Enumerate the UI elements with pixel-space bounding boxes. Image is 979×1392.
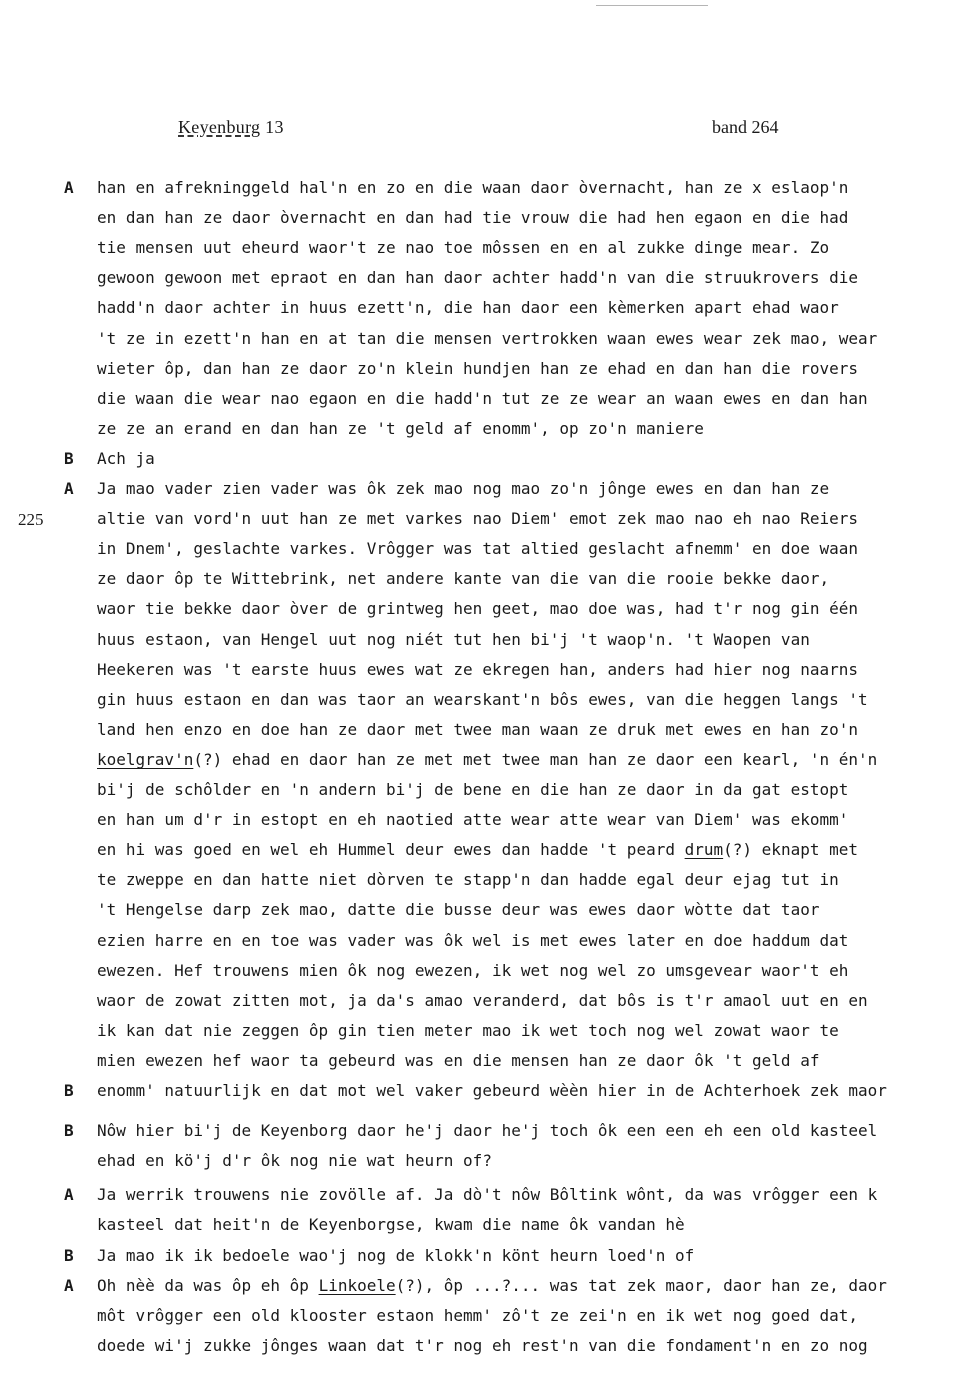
transcript-line: Ja werrik trouwens nie zovölle af. Ja dò't nôw Bôltink wônt, da was vrôgger een k <box>97 1185 878 1204</box>
uncertain-word: drum <box>684 840 724 859</box>
transcript-line: ewezen. Hef trouwens mien ôk nog ewezen, ik wet nog wel zo umsgevear waor't eh <box>97 961 849 980</box>
transcript-line: kasteel dat heit'n de Keyenborgse, kwam die name ôk vandan hè <box>97 1215 685 1234</box>
transcript-line: en dan han ze daor òvernacht en dan had tie vrouw die had hen egaon en die had <box>97 208 849 227</box>
transcript-line: die waan die wear nao egaon en die hadd'n tut ze ze wear an waan ewes en dan han <box>97 389 868 408</box>
document-number: 13 <box>265 117 284 137</box>
speaker-label: B <box>64 449 74 468</box>
transcript-line: enomm' natuurlijk en dat mot wel vaker gebeurd wèèn hier in de Achterhoek zek maor <box>97 1081 887 1100</box>
transcript-line: wieter ôp, dan han ze daor zo'n klein hundjen han ze ehad en dan han die rovers <box>97 359 858 378</box>
transcript-line: 't Hengelse darp zek mao, datte die busse deur was ewes daor wòtte dat taor <box>97 900 820 919</box>
speaker-label: A <box>64 1276 74 1295</box>
transcript-line: hadd'n daor achter in huus ezett'n, die han daor een kèmerken apart ehad waor <box>97 298 839 317</box>
transcript-line: gewoon gewoon met epraot en dan han daor achter hadd'n van die struukrovers die <box>97 268 858 287</box>
uncertain-word: Linkoele <box>318 1276 396 1295</box>
transcript-line: gin huus estaon en dan was taor an wearskant'n bôs ewes, van die heggen langs 't <box>97 690 868 709</box>
margin-number: 225 <box>18 510 44 529</box>
speaker-label: A <box>64 479 74 498</box>
transcript-line: han en afrekninggeld hal'n en zo en die waan daor òvernacht, han ze x eslaop'n <box>97 178 849 197</box>
document-header <box>178 117 284 138</box>
transcript-line: huus estaon, van Hengel uut nog niét tut hen bi'j 't waop'n. 't Waopen van <box>97 630 810 649</box>
transcript-line: tie mensen uut eheurd waor't ze nao toe môssen en en al zukke dinge mear. Zo <box>97 238 830 257</box>
top-rule <box>596 5 708 6</box>
transcript-line: bi'j de schôlder en 'n andern bi'j de bene en die han ze daor in da gat estopt <box>97 780 849 799</box>
speaker-label: A <box>64 1185 74 1204</box>
speaker-label: B <box>64 1121 74 1140</box>
transcript-line: ze ze an erand en dan han ze 't geld af enomm', op zo'n maniere <box>97 419 704 438</box>
transcript-line: koelgrav'n(?) ehad en daor han ze met met twee man han ze daor een kearl, 'n én'n <box>97 750 878 769</box>
transcript-line: môt vrôgger een old klooster estaon hemm' zô't ze zei'n en ik wet nog goed dat, <box>97 1306 858 1325</box>
transcript-line: ik kan dat nie zeggen ôp gin tien meter mao ik wet toch nog wel zowat waor te <box>97 1021 839 1040</box>
speaker-label: A <box>64 178 74 197</box>
transcript-line: ezien harre en en toe was vader was ôk wel is met ewes later en doe haddum dat <box>97 931 849 950</box>
transcript-line: Heekeren was 't earste huus ewes wat ze ekregen han, anders had hier nog naarns <box>97 660 858 679</box>
transcript-line: land hen enzo en doe han ze daor met twee man waan ze druk met ewes en han zo'n <box>97 720 858 739</box>
transcript-line: en hi was goed en wel eh Hummel deur ewes dan hadde 't peard drum(?) eknapt met <box>97 840 858 859</box>
transcript-line: waor de zowat zitten mot, ja da's amao veranderd, dat bôs is t'r amaol uut en en <box>97 991 868 1010</box>
transcript-line: in Dnem', geslachte varkes. Vrôgger was tat altied geslacht afnemm' en doe waan <box>97 539 858 558</box>
transcript-line: Ja mao ik ik bedoele wao'j nog de klokk'n könt heurn loed'n of <box>97 1246 695 1265</box>
transcript-line: Oh nèè da was ôp eh ôp Linkoele(?), ôp ...?... was tat zek maor, daor han ze, daor <box>97 1276 887 1295</box>
uncertain-word: koelgrav'n <box>97 750 194 769</box>
transcript-line: ehad en kö'j d'r ôk nog nie wat heurn of? <box>97 1151 492 1170</box>
transcript-line: Ach ja <box>97 449 155 468</box>
transcript-line: mien ewezen hef waor ta gebeurd was en die mensen han ze daor ôk 't geld af <box>97 1051 820 1070</box>
transcript-line: ze daor ôp te Wittebrink, net andere kante van die van die rooie bekke daor, <box>97 569 830 588</box>
transcript-line: Ja mao vader zien vader was ôk zek mao nog mao zo'n jônge ewes en dan han ze <box>97 479 830 498</box>
transcript-line: en han um d'r in estopt en eh naotied atte wear atte wear van Diem' was ekomm' <box>97 810 849 829</box>
transcript-line: altie van vord'n uut han ze met varkes nao Diem' emot zek mao nao eh nao Reiers <box>97 509 858 528</box>
transcript-line: Nôw hier bi'j de Keyenborg daor he'j daor he'j toch ôk een een eh een old kasteel <box>97 1121 878 1140</box>
transcript-line: waor tie bekke daor òver de grintweg hen geet, mao doe was, had t'r nog gin één <box>97 599 858 618</box>
speaker-label: B <box>64 1246 74 1265</box>
band-label: band 264 <box>712 117 779 137</box>
speaker-label: B <box>64 1081 74 1100</box>
transcript-line: te zweppe en dan hatte niet dòrven te stapp'n dan hadde egal deur ejag tut in <box>97 870 839 889</box>
document-title: Keyenburg <box>178 117 261 137</box>
transcript-line: doede wi'j zukke jônges waan dat t'r nog eh rest'n van die fondament'n en zo nog <box>97 1336 868 1355</box>
transcript-line: 't ze in ezett'n han en at tan die mensen vertrokken waan ewes wear zek mao, wear <box>97 329 878 348</box>
